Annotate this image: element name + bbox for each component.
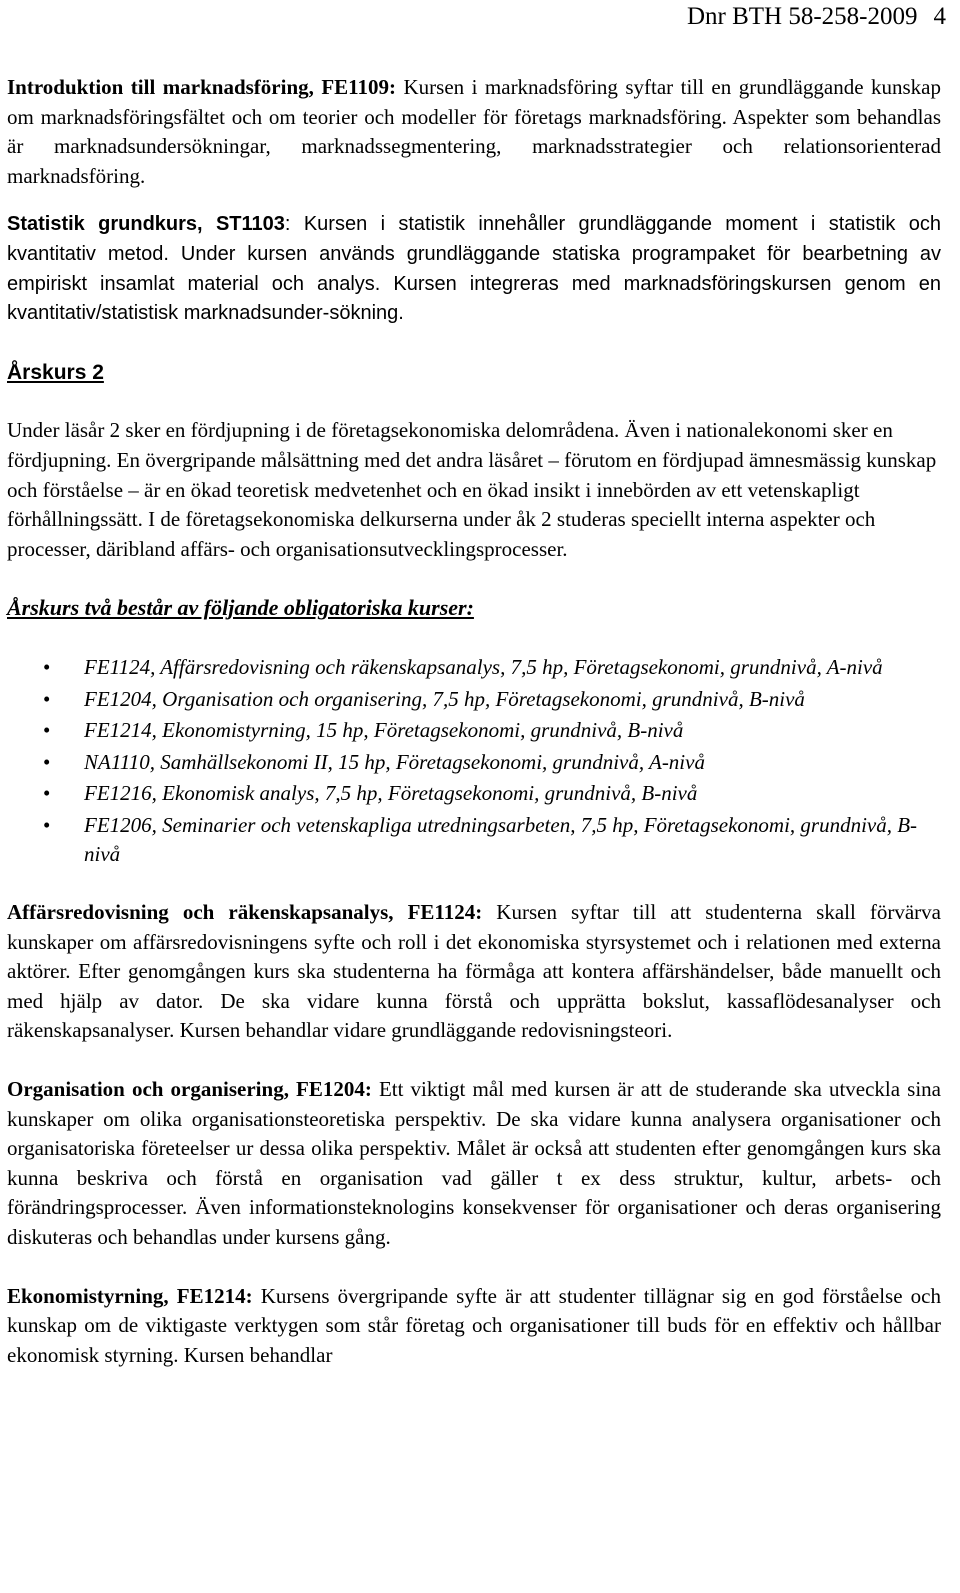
course-fe1124-paragraph [7,898,941,1046]
list-item: • NA1110, Samhällsekonomi II, 15 hp, Företagsekonomi, grundnivå, A-nivå [7,748,941,778]
bullet-icon: • [43,718,51,743]
stats-course-title: Statistik grundkurs, ST1103 [7,213,285,236]
course-fe1124-title: Affärsredovisning och räkenskapsanalys, FE1124: [7,900,483,925]
bullet-icon: • [43,749,51,774]
list-item: • FE1124, Affärsredovisning och räkenskapsanalys, 7,5 hp, Företagsekonomi, grundnivå, A-nivå [7,653,941,683]
stats-course-text: : Kursen i statistik innehåller grundläggande moment i statistik och kvantitativ metod. Under kursen används grundläggande statiska programpaket för bearbetning av empiriskt insamlat material och analys. Kursen integreras med marknadsföringskursen genom en kvantitativ/statistisk marknadsunder-sökning. [7,213,941,325]
year2-paragraph: Under läsår 2 sker en fördjupning i de företagsekonomiska delområdena. Även i nationalekonomi sker en fördjupning. En övergripande målsättning med det andra läsåret – förutom en fördjupad ämnesmässig kunskap och förståelse – är en ökad teoretisk medvetenhet och en ökad insikt i innebörden av ett vetenskapligt förhållningssätt. I de företagsekonomiska delkurserna under åk 2 studeras speciellt interna aspekter och processer, däribland affärs- och organisationsutvecklingsprocesser. [7,418,937,561]
list-item: • FE1204, Organisation och organisering, 7,5 hp, Företagsekonomi, grundnivå, B-nivå [7,685,941,715]
course-fe1204-text: Ett viktigt mål med kursen är att de studerande ska utveckla sina kunskaper om olika organisationsteoretiska perspektiv. De ska vidare kunna analysera organisationer och organisatoriska företeelser ur dessa olika perspektiv. Målet är också att studenten efter genomgången kurs ska kunna beskriva och förstå en organisation vad gäller t ex dess struktur, kultur, arbets- och förändringsprocesser. Även informationsteknologins konsekvenser för organisationer och deras organisering diskuteras och behandlas under kursens gång. [7,1077,941,1249]
course-fe1124-text: Kursen syftar till att studenterna skall förvärva kunskaper om affärsredovisningens syfte och roll i det ekonomiska styrsystemet och i relationen med externa aktörer. Efter genomgången kurs ska studenterna ha förmåga att kontera affärshändelser, både manuellt och med hjälp av dator. De ska vidare kunna förstå och upprätta bokslut, kassaflödesanalyser och räkenskapsanalyser. Kursen behandlar vidare grundläggande redovisningsteori. [7,900,941,1043]
course-fe1204-title: Organisation och organisering, FE1204: [7,1077,372,1102]
document-body [7,73,941,1370]
page-number: 4 [933,3,946,30]
page-header [687,2,946,32]
intro-course-title: Introduktion till marknadsföring, FE1109: [7,75,397,99]
intro-course-text: Kursen i marknadsföring syftar till en grundläggande kunskap om marknadsföringsfältet och om teorier och modeller för företags marknadsföring. Aspekter som behandlas är marknadsundersökningar, marknadssegmentering, marknadsstrategier och relationsorienterad marknadsföring. [7,75,941,188]
bullet-icon: • [43,654,51,679]
course-fe1214-title: Ekonomistyrning, FE1214: [7,1283,253,1308]
list-item: • FE1206, Seminarier och vetenskapliga utredningsarbeten, 7,5 hp, Företagsekonomi, grundnivå, B-nivå [43,812,918,867]
bullet-icon: • [43,781,51,806]
bullet-icon: • [43,812,51,837]
intro-course-paragraph [7,73,941,191]
year2-heading: Årskurs 2 [7,360,104,384]
document-number: Dnr BTH 58-258-2009 [686,3,918,30]
course-fe1204-paragraph [7,1075,941,1253]
course-fe1214-paragraph [7,1282,941,1371]
mandatory-course-list [7,653,941,870]
mandatory-courses-heading: Årskurs två består av följande obligatoriska kurser: [7,595,474,621]
course-fe1214-text: Kursens övergripande syfte är att studenter tillägnar sig en god förståelse och kunskap om de viktigaste verktygen som står företag och organisationer till buds för en effektiv och hållbar ekonomisk styrning. Kursen behandlar [7,1283,941,1367]
list-item: • FE1214, Ekonomistyrning, 15 hp, Företagsekonomi, grundnivå, B-nivå [7,716,941,746]
list-item: • FE1216, Ekonomisk analys, 7,5 hp, Företagsekonomi, grundnivå, B-nivå [7,779,941,809]
bullet-icon: • [43,686,51,711]
stats-course-paragraph [7,210,941,328]
